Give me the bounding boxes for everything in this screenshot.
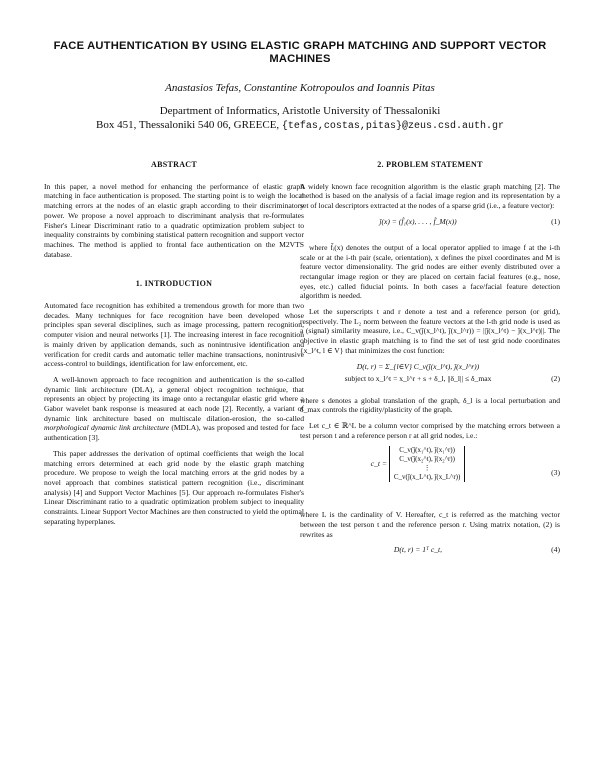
equation-2-number: (2) [551,373,560,383]
right-column [300,160,560,571]
equation-4-body: D(t, r) = 1ᵀ c_t, [393,545,443,555]
affiliation-line-2 [40,118,560,134]
affiliation-email: {tefas,costas,pitas}@zeus.csd.auth.gr [281,121,504,132]
affiliation-line-1: Department of Informatics, Aristotle University of Thessaloniki [159,105,441,117]
equation-2-body [300,362,536,384]
problem-paragraph-4: where s denotes a global translation of the graph, δ_l is a local perturbation and δ_max controls the rigidity/plasticity of the graph. [300,395,560,415]
equation-2-line-2: subject to x_l^t = x_l^r + s + δ_l, ||δ_l|| ≤ δ_max [344,374,492,384]
equation-1-body: ĵ(x) = (f̂₁(x), . . . , f̂_M(x)) [379,216,457,226]
problem-heading: 2. PROBLEM STATEMENT [377,160,483,169]
matrix-row: ⋮ [423,464,431,473]
paper-authors: Anastasios Tefas, Constantine Kotropoulos and Ioannis Pitas [165,82,435,94]
matrix-row: C_v(ĵ(x_L^t), ĵ(x_L^r)) [393,473,461,482]
equation-1 [300,217,560,237]
problem-paragraph-2: where f̂ᵢ(x) denotes the output of a local operator applied to image f at the i-th scale or at the i-th pair (scale, orientation), x defines the pixel coordinates and M is feature vector dimensionality. The grid nodes are either evenly distributed over a rectangular image region or they are placed on certain facial features (e.g., nose, eyes, etc.) called fiducial points. In both cases a face/facial feature detection algorithm is needed. [300,242,560,301]
intro-paragraph-3: This paper addresses the derivation of optimal coefficients that weigh the local matching errors determined at each grid node by the elastic graph matching procedure. We propose to weigh the local matching errors at the grid nodes by a novel approach that combines statistical pattern recognition (i.e., discriminant analysis) [4] and Support Vector Machines [5]. Our approach re-formulates Fisher's Linear Discriminant ratio to a quadratic optimization problem subject to inequality constraints. Linear Support Vector Machines are then constructed to yield the optimal separating hyperplanes. [44,448,304,526]
equation-2-line-1: D(t, r) = Σ_{l∈V} C_v(ĵ(x_l^t), ĵ(x_l^r)) [356,361,480,371]
left-column [44,160,304,533]
problem-paragraph-3: Let the superscripts t and r denote a test and a reference person (or grid), respectively. The L₂ norm between the feature vectors at the l-th grid node is used as a (signal) similarity measure, i.e., C_v(ĵ(x_l^t), ĵ(x_l^r)) = ||ĵ(x_l^t) − ĵ(x_l^r)||. The objective in elastic graph matching is to find the set of test grid node coordinates {x_l^t, l ∈ V} that minimizes the cost function: [300,307,560,355]
abstract-heading: ABSTRACT [151,160,197,169]
intro-italic-term: morphological dynamic link architecture [44,423,170,433]
paper-affiliation [40,104,560,134]
intro-paragraph-2-a: A well-known approach to face recognition and authentication is the so-called dynamic link architecture (DLA), a general object recognition technique, that represents an object by projecting its image onto a rectangular elastic grid where a Gabor wavelet bank response is measured at each node [2]. Recently, a variant of dynamic link architecture based on multiscale dilation-erosion, the so-called [44,374,304,423]
equation-2 [300,362,560,390]
abstract-text: In this paper, a novel method for enhancing the performance of elastic graph matching in face authentication is proposed. The starting point is to weigh the local matching errors at the nodes of an elastic graph according to their discriminatory power. We propose a novel approach to discriminant analysis that re-formulates Fisher's Linear Discriminant ratio to a quadratic optimization problem subject to inequality constraints by combining statistical pattern recognition and support vector machines. The method is applied to frontal face authentication on the M2VTS database. [44,181,304,259]
problem-paragraph-6: where L is the cardinality of V. Hereafter, c_t is referred as the matching vector between the test person t and the reference person r. Using matrix notation, (2) is rewrites as [300,510,560,539]
equation-1-number: (1) [551,216,560,226]
affiliation-address: Box 451, Thessaloniki 540 06, GREECE, [96,119,282,131]
equation-3-lhs: c_t = [370,459,387,469]
equation-4-number: (4) [551,545,560,555]
paper-title: FACE AUTHENTICATION BY USING ELASTIC GRAPH MATCHING AND SUPPORT VECTOR MACHINES [53,40,547,65]
equation-3-matrix [389,446,465,482]
intro-paragraph-1: Automated face recognition has exhibited a tremendous growth for more than two decades. Many techniques for face recognition have been developed whose principles span several disciplines, such as image processing, pattern recognition, computer vision and neural networks [1]. The increasing interest in face recognition is mainly driven by application demands, such as nonintrusive identification and verification for credit cards and automatic teller machine transactions, nonintrusive access-control to buildings, identification for law enforcement, etc. [44,301,304,369]
intro-paragraph-2-b: (MDLA), was proposed and tested for face authentication [3]. [44,423,304,443]
problem-paragraph-5: Let c_t ∈ ℝ^L be a column vector comprised by the matching errors between a test person t and a reference person r at all grid nodes, i.e.: [300,420,560,440]
intro-paragraph-2 [44,375,304,443]
introduction-heading: 1. INTRODUCTION [135,279,213,289]
equation-4 [300,545,560,565]
problem-paragraph-1: A widely known face recognition algorithm is the elastic graph matching [2]. The method is based on the analysis of a facial image region and its representation by a set of local descriptors extracted at the nodes of a sparse grid (i.e., a feature vector): [300,181,560,211]
equation-3-body [300,446,536,482]
equation-3 [300,446,560,504]
matrix-row: C_v(ĵ(x₁^t), ĵ(x₁^r)) [399,446,455,455]
equation-3-number: (3) [551,468,560,478]
matrix-row: C_v(ĵ(x₂^t), ĵ(x₂^r)) [399,455,455,464]
